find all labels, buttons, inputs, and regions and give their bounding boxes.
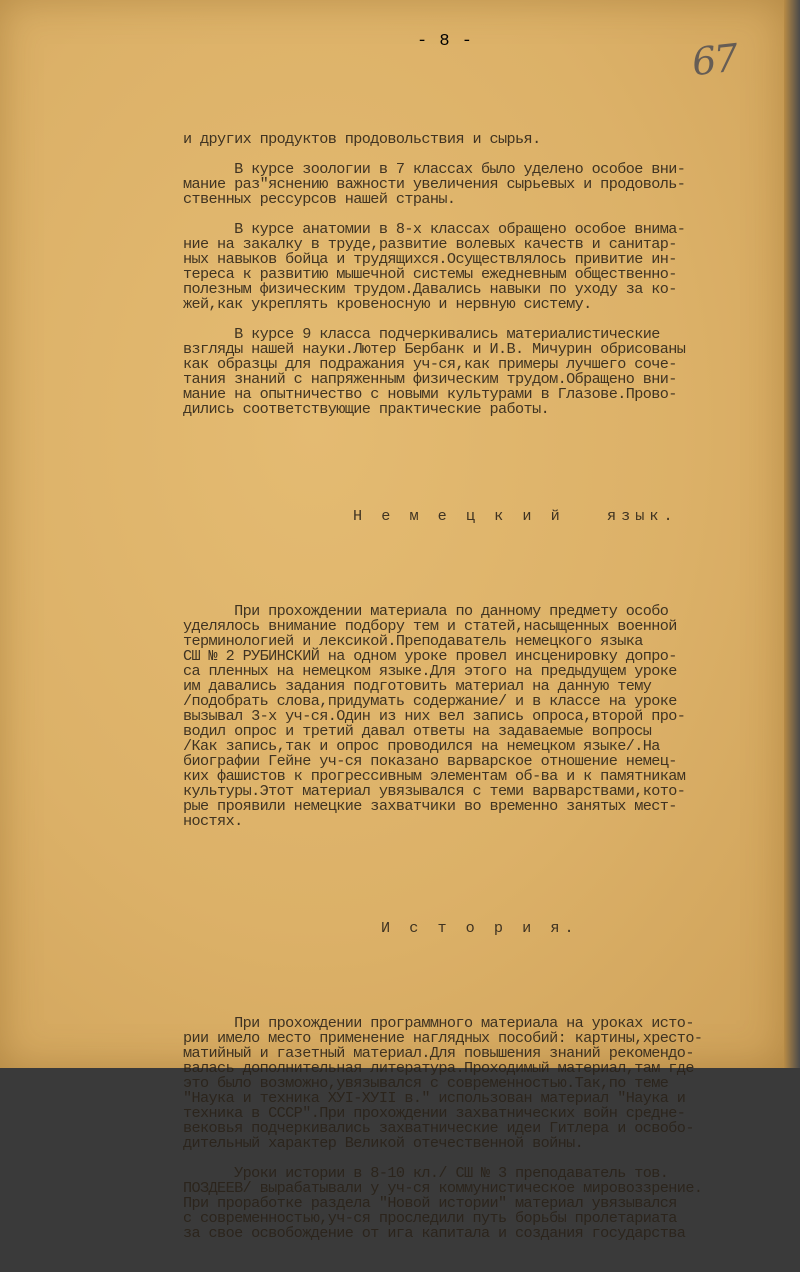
text-line: вековья подчеркивались захватнические идеи Гитлера и освобо-	[183, 1119, 694, 1137]
text-line: им давались задания подготовить материал на данную тему	[183, 677, 652, 695]
text-line: биографии Гейне уч-ся показано варварское отношение немец-	[183, 752, 677, 770]
text-line: дились соответствующие практические работы.	[183, 400, 550, 418]
text-line: мание раз"яснению важности увеличения сырьевых и продоволь-	[183, 175, 686, 193]
section-heading-german: Н е м е ц к и й язык.	[353, 507, 678, 525]
text-line: При прохождении программного материала на уроках исто-	[183, 1014, 694, 1032]
archive-number: 67	[689, 35, 739, 85]
scan-edge	[784, 0, 800, 1068]
text-line: это было возможно,увязывался с современностью.Так,по теме	[183, 1074, 669, 1092]
text-line: взгляды нашей науки.Лютер Бербанк и И.В. Мичурин обрисованы	[183, 340, 686, 358]
text-line: В курсе зоологии в 7 классах было уделено особое вни-	[183, 160, 686, 178]
text-line: матийный и газетный материал.Для повышения знаний рекомендо-	[183, 1044, 694, 1062]
text-line: и других продуктов продовольствия и сырья.	[183, 130, 541, 148]
text-line: При прохождении материала по данному предмету особо	[183, 602, 669, 620]
page-number: - 8 -	[417, 32, 474, 51]
text-line: Уроки истории в 8-10 кл./ СШ № 3 преподаватель тов.	[183, 1164, 669, 1182]
text-line: ных навыков бойца и трудящихся.Осуществлялось привитие ин-	[183, 250, 677, 268]
text-line: ностях.	[183, 812, 243, 830]
text-line: ких фашистов к прогрессивным элементам об-ва и к памятникам	[183, 767, 686, 785]
text-line: валась дополнительная литература.Проходимый материал,там где	[183, 1059, 694, 1077]
text-line: полезным физическим трудом.Давались навыки по уходу за ко-	[183, 280, 677, 298]
text-line: тания знаний с напряженным физическим трудом.Обращено вни-	[183, 370, 677, 388]
text-line: СШ № 2 РУБИНСКИЙ на одном уроке провел инсценировку допро-	[183, 647, 677, 665]
text-line: культуры.Этот материал увязывался с теми варварствами,кото-	[183, 782, 686, 800]
text-line: водил опрос и третий давал ответы на задаваемые вопросы	[183, 722, 652, 740]
text-line: мание на опытничество с новыми культурами в Глазове.Прово-	[183, 385, 677, 403]
text-line: ственных рессурсов нашей страны.	[183, 190, 456, 208]
text-line: терминологией и лексикой.Преподаватель немецкого языка	[183, 632, 643, 650]
text-line: /подобрать слова,придумать содержание/ и в классе на уроке	[183, 692, 677, 710]
text-line: техника в СССР".При прохождении захватнических войн средне-	[183, 1104, 686, 1122]
text-line: с современностью,уч-ся проследили путь борьбы пролетариата	[183, 1209, 677, 1227]
text-line: вызывал 3-х уч-ся.Один из них вел запись опроса,второй про-	[183, 707, 686, 725]
text-line: за свое освобождение от ига капитала и создания государства	[183, 1224, 686, 1242]
text-line: В курсе 9 класса подчеркивались материалистические	[183, 325, 660, 343]
text-line: уделялось внимание подбору тем и статей,насыщенных военной	[183, 617, 677, 635]
text-line: дительный характер Великой отечественной войны.	[183, 1134, 584, 1152]
text-line: тереса к развитию мышечной системы ежедневным общественно-	[183, 265, 677, 283]
text-line: са пленных на немецком языке.Для этого на предыдущем уроке	[183, 662, 677, 680]
text-line	[183, 1151, 783, 1166]
text-line: /Как запись,так и опрос проводился на немецком языке/.На	[183, 737, 660, 755]
text-line: рии имело место применение наглядных пособий: картины,хресто-	[183, 1029, 703, 1047]
text-line: ние на закалку в труде,развитие волевых качеств и санитар-	[183, 235, 677, 253]
text-line: В курсе анатомии в 8-х классах обращено особое внима-	[183, 220, 686, 238]
text-line: рые проявили немецкие захватчики во временно занятых мест-	[183, 797, 677, 815]
text-line: При проработке раздела "Новой истории" материал увязывался	[183, 1194, 677, 1212]
text-line: жей,как укреплять кровеносную и нервную систему.	[183, 295, 592, 313]
text-line: "Наука и техника ХУI-ХУII в." использован материал "Наука и	[183, 1089, 686, 1107]
body-text	[183, 28, 783, 1271]
text-line: ПОЗДЕЕВ/ вырабатывали у уч-ся коммунистическое мировоззрение.	[183, 1179, 703, 1197]
text-line: как образцы для подражания уч-ся,как примеры лучшего соче-	[183, 355, 677, 373]
section-heading-history: И с т о р и я.	[381, 919, 579, 937]
